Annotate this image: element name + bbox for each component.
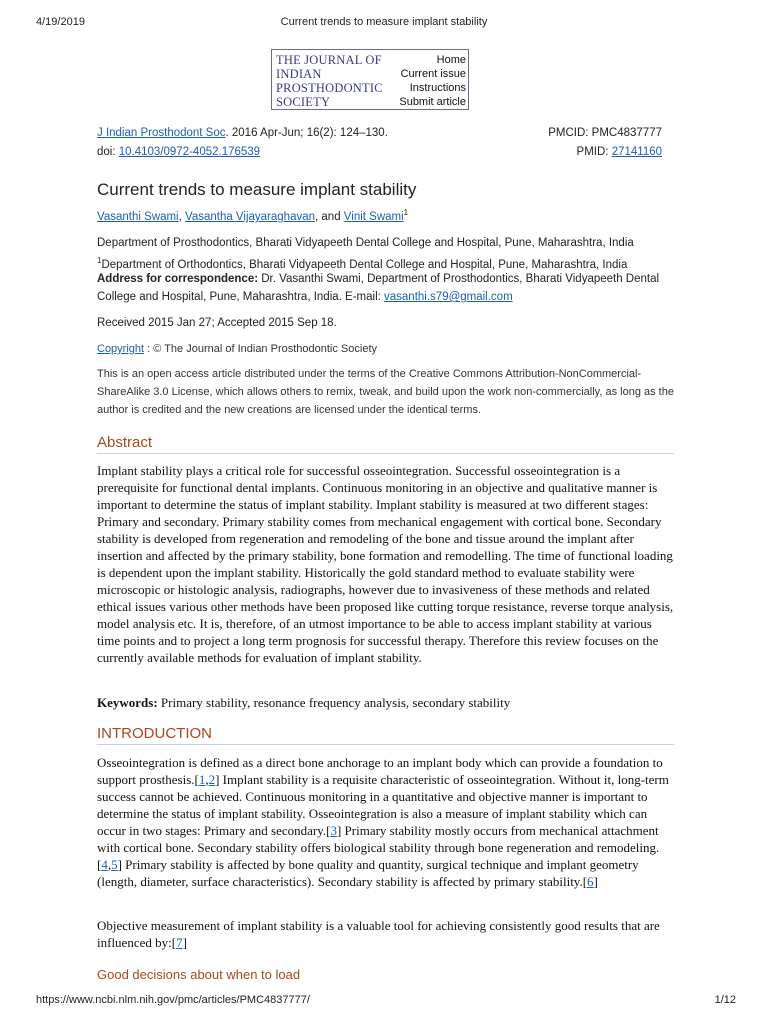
journal-link[interactable]: J Indian Prosthodont Soc [97,127,226,139]
author-separator: , and [315,210,344,223]
paragraph-text: ] [593,874,598,889]
email-link[interactable]: vasanthi.s79@gmail.com [384,291,513,303]
print-page-number: 1/12 [714,994,736,1006]
pmcid: PMCID: PMC4837777 [548,127,662,139]
author-link[interactable]: Vasantha Vijayaraghavan [185,210,316,223]
reference-separator: , [205,772,209,787]
author-separator: , [178,210,185,223]
copyright-line [97,340,677,358]
reference-link[interactable]: 5 [111,857,118,872]
affiliation-1: Department of Prosthodontics, Bharati Vidyapeeth Dental College and Hospital, Pune, Maharashtra, India [97,237,634,249]
license-text: This is an open access article distributed under the terms of the Creative Commons Attribution-NonCommercial-ShareAlike 3.0 License, which allows others to remix, tweak, and build upon the work non-commercially, as long as the author is credited and the new creations are licensed under the identical terms. [97,368,674,416]
journal-nav [399,53,466,109]
article-title: Current trends to measure implant stability [97,180,417,199]
author-list [97,208,408,223]
pmid-label: PMID: [576,146,612,158]
paragraph-text: Osseointegration is defined as a direct bone anchorage to an implant body which can provide a foundation to support prosthesis.[ [97,755,663,787]
print-date: 4/19/2019 [36,16,85,28]
abstract-text: Implant stability plays a critical role for successful osseointegration. Successful osseointegration is a prerequisite for functional dental implants. Continuous monitoring in an objective and qualitative manner is important to determine the status of implant stability. Implant stability is measured at two different stages: Primary and secondary. Primary stability comes from mechanical engagement with cortical bone. Secondary stability is developed from regeneration and remodeling of the bone and tissue around the implant after insertion and affected by the primary stability, bone formation and remodelling. The time of functional loading is dependent upon the implant stability. Historically the gold standard method to evaluate stability were microscopic or histologic analysis, radiographs, however due to invasiveness of these methods and related ethical issues various other methods have been proposed like cutting torque resistance, reverse torque analysis, model analysis etc. It is, therefore, of an utmost importance to be able to access implant stability at various time points and to project a long term prognosis for successful therapy. Therefore this review focuses on the currently available methods for evaluation of implant stability. [97,463,674,665]
journal-logo [271,49,469,110]
nav-current-issue-link[interactable]: Current issue [400,68,466,80]
keywords-label: Keywords: [97,695,158,710]
author-affiliation-marker: 1 [403,208,409,217]
citation-line [97,127,388,139]
journal-name-line: THE JOURNAL OF [276,53,382,67]
journal-name-line: PROSTHODONTIC [276,81,383,95]
nav-instructions-link[interactable]: Instructions [409,82,466,94]
author-link[interactable]: Vasanthi Swami [97,210,179,223]
reference-link[interactable]: 1 [198,772,206,787]
keywords-text: Primary stability, resonance frequency analysis, secondary stability [157,695,511,710]
journal-name [276,53,383,109]
paragraph-text: ] [182,935,187,950]
introduction-paragraph-1 [97,754,677,890]
affiliation-marker: 1 [97,256,102,265]
introduction-paragraph-2 [97,917,677,951]
introduction-heading: INTRODUCTION [97,725,674,745]
nav-submit-article-link[interactable]: Submit article [399,96,466,108]
reference-link[interactable]: 7 [176,935,183,950]
correspondence [97,270,677,306]
reference-link[interactable]: 2 [208,772,216,787]
paragraph-text: ] Primary stability is affected by bone quality and quantity, surgical technique and implant geometry (length, diameter, surface characteristics). Secondary stability is affected by primary stability.[ [97,857,639,889]
nav-home-link[interactable]: Home [436,54,466,66]
paragraph-text: Objective measurement of implant stability is a valuable tool for achieving consistently good results that are influenced by:[ [97,918,660,950]
doi-label: doi: [97,146,119,158]
reference-link[interactable]: 3 [330,823,337,838]
copyright-text: : © The Journal of Indian Prosthodontic Society [144,343,378,355]
correspondence-text: Dr. Vasanthi Swami, Department of Prosthodontics, Bharati Vidyapeeth Dental College and Hospital, Pune, Maharashtra, India. E-mail: [97,273,660,303]
reference-link[interactable]: 6 [587,874,594,889]
journal-name-line: INDIAN [276,67,322,81]
keywords [97,694,677,711]
doi-line [97,146,260,158]
reference-separator: , [107,857,112,872]
subsection-heading: Good decisions about when to load [97,967,301,982]
pmid-link[interactable]: 27141160 [611,146,662,158]
citation-details: . 2016 Apr-Jun; 16(2): 124–130. [225,127,388,139]
paragraph-text: ] Implant stability is a requisite characteristic of osseointegration. Without it, long-term success cannot be achieved. Continuous monitoring in a quantitative and objective manner is important to determine the status of implant stability. Osseointegration is also a measure of implant stability which can occur in two stages: Primary and secondary.[ [97,772,669,838]
journal-name-line: SOCIETY [276,95,331,109]
copyright-link[interactable]: Copyright [97,343,145,355]
doi-link[interactable]: 10.4103/0972-4052.176539 [118,146,261,158]
received-accepted-dates: Received 2015 Jan 27; Accepted 2015 Sep 18. [97,317,337,329]
affiliation-2-text: Department of Orthodontics, Bharati Vidyapeeth Dental College and Hospital, Pune, Maharashtra, India [101,258,628,271]
pmid-line [577,146,662,158]
print-url: https://www.ncbi.nlm.nih.gov/pmc/articles/PMC4837777/ [36,994,310,1006]
author-link[interactable]: Vinit Swami [343,210,404,223]
correspondence-label: Address for correspondence: [97,273,259,285]
paragraph-text: ] Primary stability mostly occurs from mechanical attachment with cortical bone. Secondary stability offers biological stability through bone regeneration and remodeling.[ [97,823,660,872]
reference-link[interactable]: 4 [101,857,108,872]
print-title: Current trends to measure implant stability [280,16,488,28]
abstract-heading: Abstract [97,434,674,454]
